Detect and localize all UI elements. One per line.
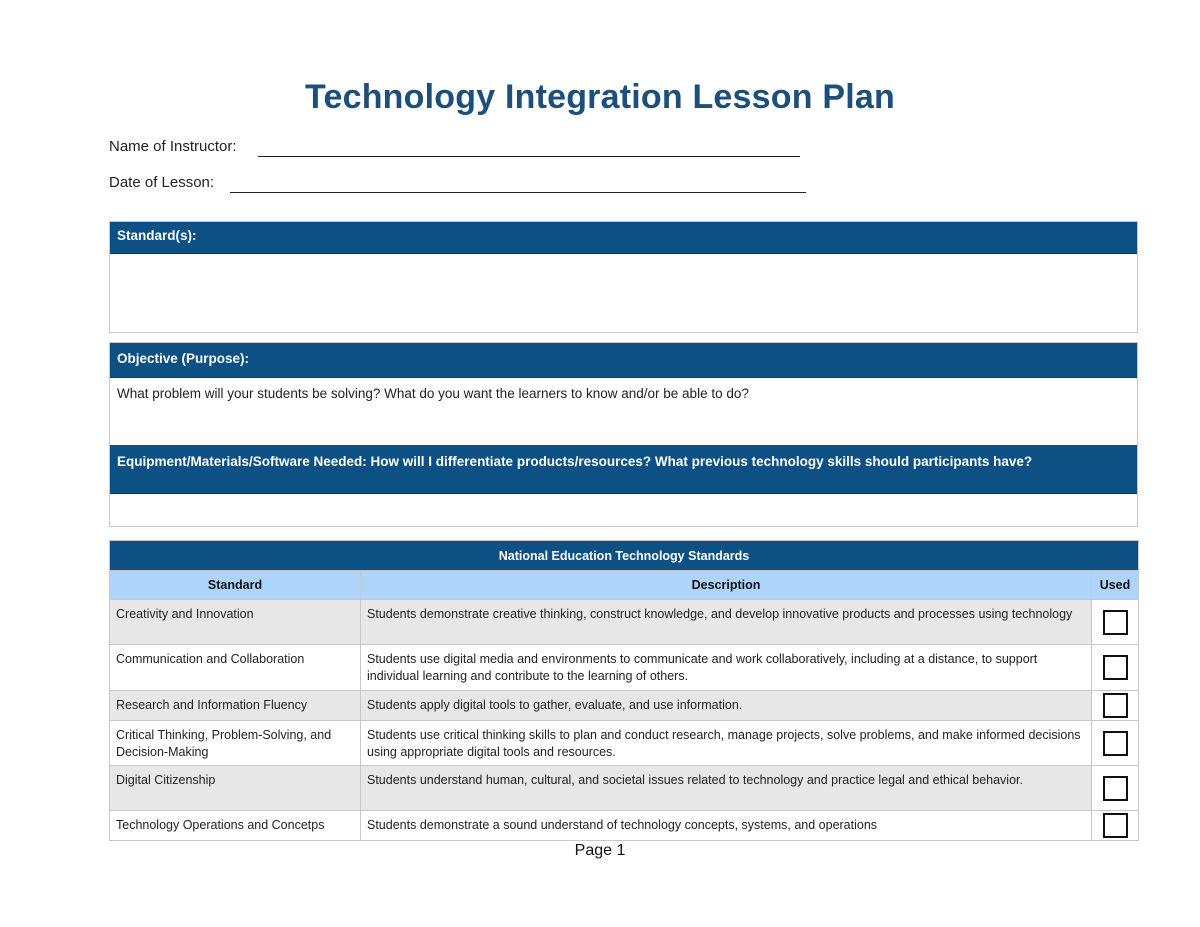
used-checkbox[interactable]: [1103, 731, 1128, 756]
objective-content[interactable]: What problem will your students be solving? What do you want the learners to know and/or be able to do?: [110, 378, 1137, 445]
equipment-heading: Equipment/Materials/Software Needed: How will I differentiate products/resources? What previous technology skills should participants have?: [110, 445, 1137, 494]
objective-heading: Objective (Purpose):: [110, 343, 1137, 378]
column-header-used: Used: [1092, 571, 1139, 600]
used-cell: [1092, 691, 1139, 721]
description-cell: Students use digital media and environments to communicate and work collaboratively, including at a distance, to support individual learning and contribute to the learning of others.: [361, 645, 1092, 691]
document-title: Technology Integration Lesson Plan: [305, 78, 895, 116]
description-cell: Students demonstrate a sound understand of technology concepts, systems, and operations: [361, 811, 1092, 841]
column-header-description: Description: [361, 571, 1092, 600]
standard-cell: Technology Operations and Concetps: [110, 811, 361, 841]
column-header-standard: Standard: [110, 571, 361, 600]
table-row: [110, 811, 1139, 841]
used-cell: [1092, 811, 1139, 841]
standards-section: [109, 221, 1138, 333]
table-row: [110, 645, 1139, 691]
standard-cell: Critical Thinking, Problem-Solving, and Decision-Making: [110, 721, 361, 766]
standard-cell: Creativity and Innovation: [110, 600, 361, 645]
nets-table-title: National Education Technology Standards: [110, 541, 1139, 571]
description-cell: Students understand human, cultural, and societal issues related to technology and practice legal and ethical behavior.: [361, 766, 1092, 811]
used-cell: [1092, 600, 1139, 645]
used-cell: [1092, 721, 1139, 766]
used-checkbox[interactable]: [1103, 813, 1128, 838]
date-field: [109, 174, 807, 194]
equipment-content[interactable]: [110, 494, 1137, 526]
standard-cell: Communication and Collaboration: [110, 645, 361, 691]
standard-cell: Digital Citizenship: [110, 766, 361, 811]
table-row: [110, 600, 1139, 645]
date-label: Date of Lesson:: [109, 174, 215, 191]
used-checkbox[interactable]: [1103, 610, 1128, 635]
table-row: [110, 766, 1139, 811]
used-checkbox[interactable]: [1103, 693, 1128, 718]
instructor-input-line[interactable]: [258, 138, 800, 157]
description-cell: Students demonstrate creative thinking, construct knowledge, and develop innovative products and processes using technology: [361, 600, 1092, 645]
used-cell: [1092, 645, 1139, 691]
page-number: Page 1: [574, 842, 626, 859]
standards-heading: Standard(s):: [110, 222, 1137, 254]
date-input-line[interactable]: [230, 174, 806, 193]
nets-table: [109, 540, 1139, 841]
used-checkbox[interactable]: [1103, 776, 1128, 801]
used-cell: [1092, 766, 1139, 811]
table-row: [110, 721, 1139, 766]
instructor-field: [109, 138, 801, 158]
objective-equipment-section: [109, 342, 1138, 527]
table-row: [110, 691, 1139, 721]
standard-cell: Research and Information Fluency: [110, 691, 361, 721]
instructor-label: Name of Instructor:: [109, 138, 237, 155]
description-cell: Students apply digital tools to gather, evaluate, and use information.: [361, 691, 1092, 721]
description-cell: Students use critical thinking skills to plan and conduct research, manage projects, solve problems, and make informed decisions using appropriate digital tools and resources.: [361, 721, 1092, 766]
used-checkbox[interactable]: [1103, 655, 1128, 680]
standards-content[interactable]: [110, 254, 1137, 332]
